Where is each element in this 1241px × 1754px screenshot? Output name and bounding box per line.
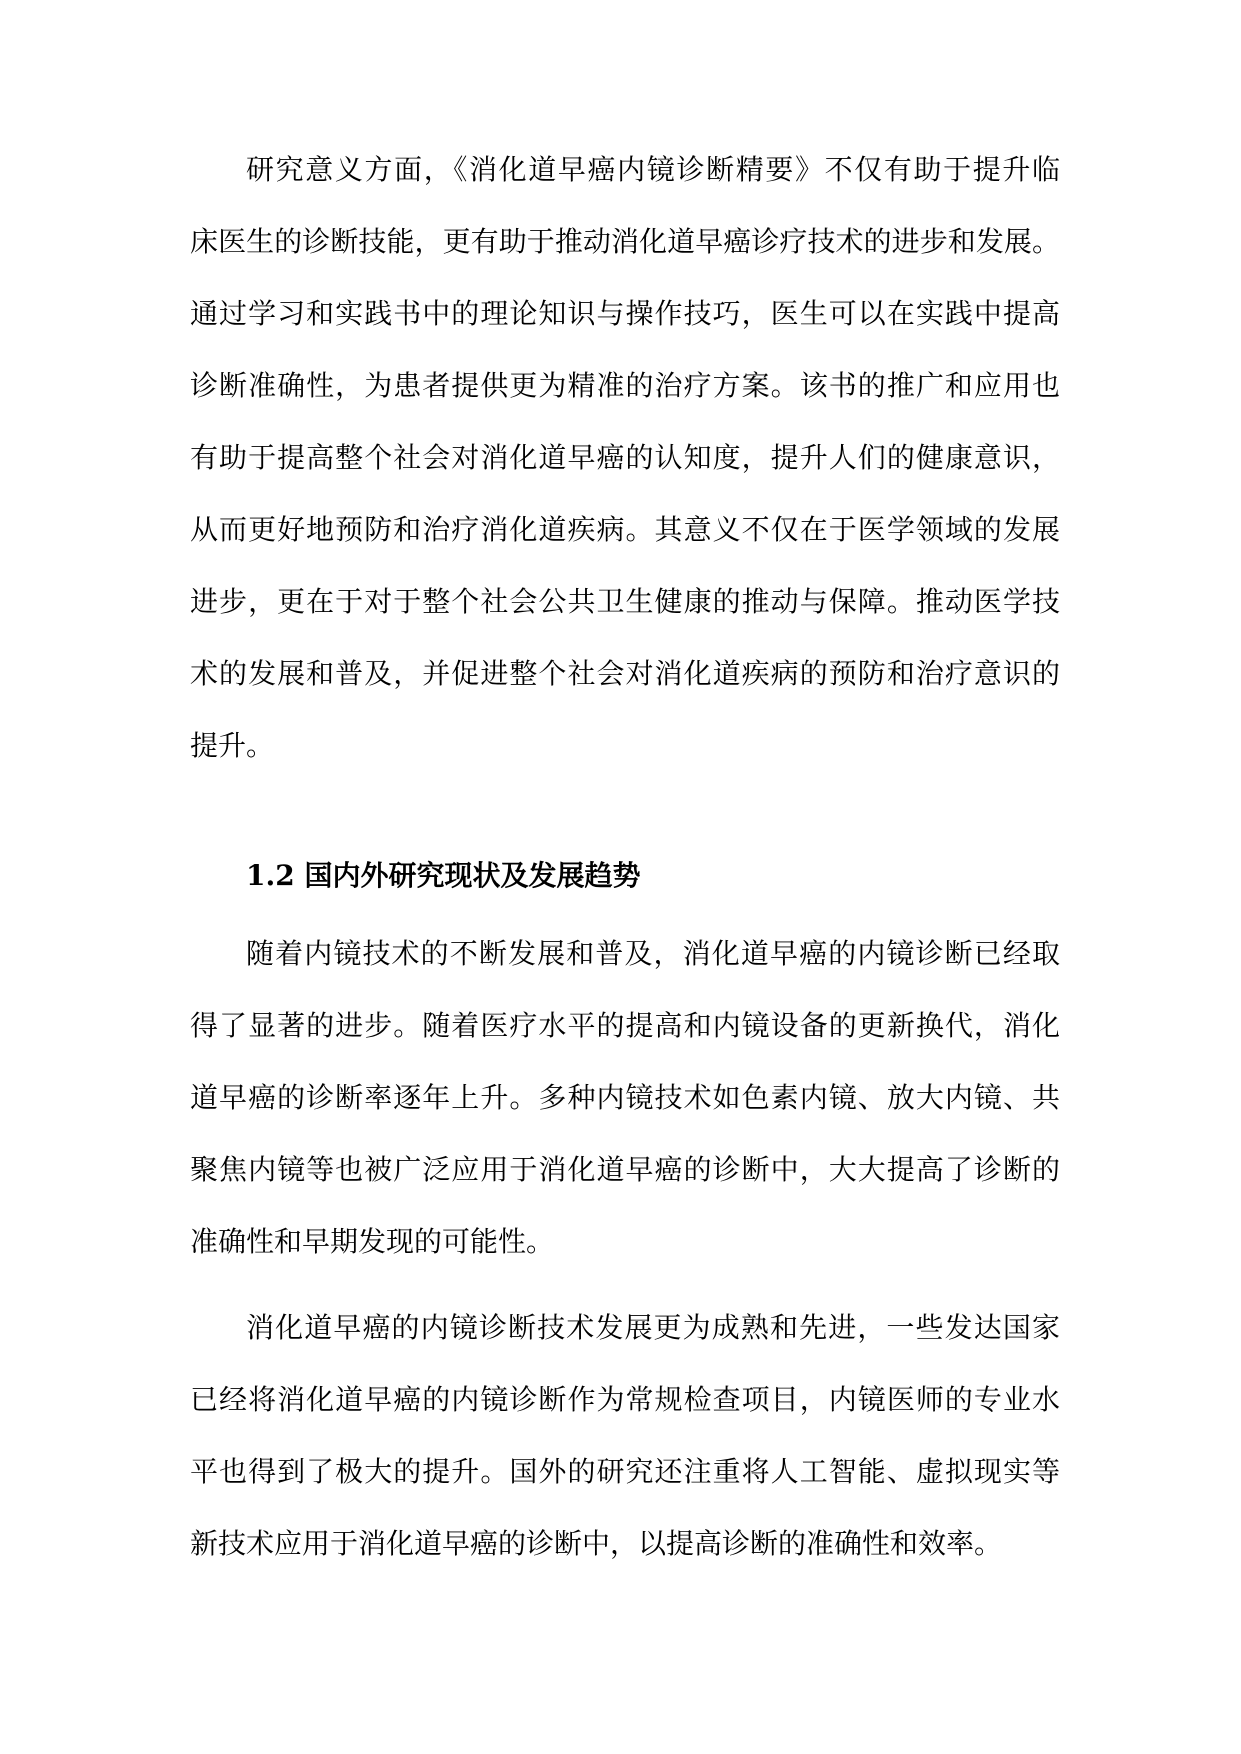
paragraph-line: 已经将消化道早癌的内镜诊断作为常规检查项目，内镜医师的专业水 (190, 1383, 1060, 1416)
paragraph-line: 进步，更在于对于整个社会公共卫生健康的推动与保障。推动医学技 (190, 585, 1060, 618)
section-heading: 1.2 国内外研究现状及发展趋势 (246, 859, 641, 892)
paragraph-line: 聚焦内镜等也被广泛应用于消化道早癌的诊断中，大大提高了诊断的 (190, 1153, 1060, 1186)
paragraph-line: 提升。 (190, 729, 275, 762)
paragraph-line: 通过学习和实践书中的理论知识与操作技巧，医生可以在实践中提高 (190, 297, 1060, 330)
paragraph-line: 准确性和早期发现的可能性。 (190, 1225, 555, 1258)
paragraph-line: 研究意义方面，《消化道早癌内镜诊断精要》不仅有助于提升临 (246, 153, 1060, 186)
paragraph-line: 有助于提高整个社会对消化道早癌的认知度，提升人们的健康意识， (190, 441, 1060, 474)
paragraph-line: 随着内镜技术的不断发展和普及，消化道早癌的内镜诊断已经取 (246, 937, 1060, 970)
paragraph-line: 得了显著的进步。随着医疗水平的提高和内镜设备的更新换代，消化 (190, 1009, 1060, 1042)
paragraph-line: 从而更好地预防和治疗消化道疾病。其意义不仅在于医学领域的发展 (190, 513, 1060, 546)
paragraph-line: 消化道早癌的内镜诊断技术发展更为成熟和先进，一些发达国家 (246, 1311, 1060, 1344)
paragraph-line: 道早癌的诊断率逐年上升。多种内镜技术如色素内镜、放大内镜、共 (190, 1081, 1060, 1114)
paragraph-line: 诊断准确性，为患者提供更为精准的治疗方案。该书的推广和应用也 (190, 369, 1060, 402)
paragraph-line: 床医生的诊断技能，更有助于推动消化道早癌诊疗技术的进步和发展。 (190, 225, 1060, 258)
paragraph-line: 术的发展和普及，并促进整个社会对消化道疾病的预防和治疗意识的 (190, 657, 1060, 690)
paragraph-line: 平也得到了极大的提升。国外的研究还注重将人工智能、虚拟现实等 (190, 1455, 1060, 1488)
paragraph-line: 新技术应用于消化道早癌的诊断中，以提高诊断的准确性和效率。 (190, 1527, 1003, 1560)
